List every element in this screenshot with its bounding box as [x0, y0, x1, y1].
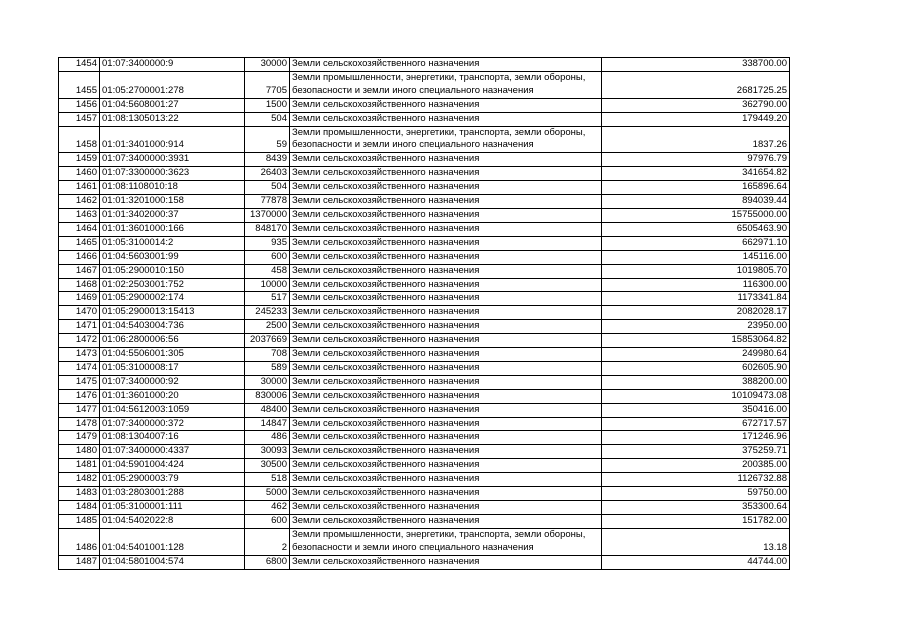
- area-cell: 848170: [245, 222, 290, 236]
- land-category-cell: Земли сельскохозяйственного назначения: [290, 181, 602, 195]
- row-number-cell: 1466: [59, 250, 100, 264]
- row-number-cell: 1464: [59, 222, 100, 236]
- area-cell: 245233: [245, 306, 290, 320]
- land-category-cell: Земли промышленности, энергетики, транспорта, земли обороны, безопасности и земли иного специального назначения: [290, 528, 602, 555]
- table-row: [59, 487, 790, 501]
- row-number-cell: 1478: [59, 417, 100, 431]
- cadastral-value-cell: 10109473.08: [602, 389, 790, 403]
- cadastral-number-cell: 01:01:3401000:914: [100, 126, 245, 153]
- cadastral-value-cell: 171246.96: [602, 431, 790, 445]
- land-category-cell: Земли сельскохозяйственного назначения: [290, 348, 602, 362]
- table-row: [59, 403, 790, 417]
- table-row: [59, 431, 790, 445]
- cadastral-number-cell: 01:05:2900010:150: [100, 264, 245, 278]
- cadastral-number-cell: 01:05:3100008:17: [100, 361, 245, 375]
- area-cell: 48400: [245, 403, 290, 417]
- table-row: [59, 278, 790, 292]
- cadastral-number-cell: 01:01:3601000:166: [100, 222, 245, 236]
- land-category-cell: Земли сельскохозяйственного назначения: [290, 195, 602, 209]
- row-number-cell: 1459: [59, 153, 100, 167]
- cadastral-number-cell: 01:04:5603001:99: [100, 250, 245, 264]
- land-category-cell: Земли сельскохозяйственного назначения: [290, 58, 602, 72]
- document-sheet: [58, 57, 790, 570]
- cadastral-value-cell: 353300.64: [602, 501, 790, 515]
- cadastral-number-cell: 01:08:1305013:22: [100, 112, 245, 126]
- area-cell: 77878: [245, 195, 290, 209]
- area-cell: 486: [245, 431, 290, 445]
- cadastral-number-cell: 01:02:2503001:752: [100, 278, 245, 292]
- cadastral-number-cell: 01:07:3400000:3931: [100, 153, 245, 167]
- area-cell: 600: [245, 250, 290, 264]
- land-category-cell: Земли сельскохозяйственного назначения: [290, 222, 602, 236]
- row-number-cell: 1456: [59, 98, 100, 112]
- area-cell: 10000: [245, 278, 290, 292]
- area-cell: 458: [245, 264, 290, 278]
- row-number-cell: 1463: [59, 208, 100, 222]
- cadastral-number-cell: 01:05:3100001:111: [100, 501, 245, 515]
- table-row: [59, 501, 790, 515]
- land-category-cell: Земли сельскохозяйственного назначения: [290, 153, 602, 167]
- cadastral-number-cell: 01:07:3400000:9: [100, 58, 245, 72]
- area-cell: 14847: [245, 417, 290, 431]
- cadastral-value-cell: 338700.00: [602, 58, 790, 72]
- land-category-cell: Земли сельскохозяйственного назначения: [290, 501, 602, 515]
- cadastral-value-cell: 165896.64: [602, 181, 790, 195]
- table-row: [59, 153, 790, 167]
- area-cell: 708: [245, 348, 290, 362]
- cadastral-value-cell: 6505463.90: [602, 222, 790, 236]
- area-cell: 517: [245, 292, 290, 306]
- table-row: [59, 71, 790, 98]
- table-row: [59, 306, 790, 320]
- land-category-cell: Земли сельскохозяйственного назначения: [290, 403, 602, 417]
- cadastral-number-cell: 01:08:1108010:18: [100, 181, 245, 195]
- cadastral-number-cell: 01:07:3300000:3623: [100, 167, 245, 181]
- cadastral-value-cell: 116300.00: [602, 278, 790, 292]
- cadastral-value-cell: 388200.00: [602, 375, 790, 389]
- area-cell: 462: [245, 501, 290, 515]
- area-cell: 1500: [245, 98, 290, 112]
- row-number-cell: 1461: [59, 181, 100, 195]
- land-category-cell: Земли промышленности, энергетики, транспорта, земли обороны, безопасности и земли иного специального назначения: [290, 71, 602, 98]
- table-row: [59, 334, 790, 348]
- area-cell: 935: [245, 236, 290, 250]
- land-category-cell: Земли сельскохозяйственного назначения: [290, 98, 602, 112]
- table-row: [59, 181, 790, 195]
- cadastral-value-cell: 1837.26: [602, 126, 790, 153]
- area-cell: 7705: [245, 71, 290, 98]
- cadastral-value-cell: 23950.00: [602, 320, 790, 334]
- table-row: [59, 58, 790, 72]
- table-row: [59, 250, 790, 264]
- land-category-cell: Земли сельскохозяйственного назначения: [290, 514, 602, 528]
- table-row: [59, 264, 790, 278]
- cadastral-number-cell: 01:04:5901004:424: [100, 459, 245, 473]
- row-number-cell: 1460: [59, 167, 100, 181]
- land-category-cell: Земли сельскохозяйственного назначения: [290, 250, 602, 264]
- cadastral-value-cell: 97976.79: [602, 153, 790, 167]
- land-plots-table: [58, 57, 790, 570]
- cadastral-number-cell: 01:04:5612003:1059: [100, 403, 245, 417]
- row-number-cell: 1476: [59, 389, 100, 403]
- table-body: [59, 58, 790, 570]
- table-row: [59, 473, 790, 487]
- cadastral-value-cell: 350416.00: [602, 403, 790, 417]
- row-number-cell: 1465: [59, 236, 100, 250]
- land-category-cell: Земли сельскохозяйственного назначения: [290, 431, 602, 445]
- cadastral-number-cell: 01:01:3601000:20: [100, 389, 245, 403]
- table-row: [59, 389, 790, 403]
- cadastral-number-cell: 01:07:3400000:92: [100, 375, 245, 389]
- cadastral-value-cell: 894039.44: [602, 195, 790, 209]
- land-category-cell: Земли сельскохозяйственного назначения: [290, 487, 602, 501]
- cadastral-value-cell: 15755000.00: [602, 208, 790, 222]
- table-row: [59, 195, 790, 209]
- area-cell: 30093: [245, 445, 290, 459]
- row-number-cell: 1480: [59, 445, 100, 459]
- area-cell: 5000: [245, 487, 290, 501]
- table-row: [59, 222, 790, 236]
- row-number-cell: 1483: [59, 487, 100, 501]
- land-category-cell: Земли сельскохозяйственного назначения: [290, 112, 602, 126]
- land-category-cell: Земли сельскохозяйственного назначения: [290, 473, 602, 487]
- table-row: [59, 98, 790, 112]
- land-category-cell: Земли сельскохозяйственного назначения: [290, 292, 602, 306]
- cadastral-value-cell: 200385.00: [602, 459, 790, 473]
- table-row: [59, 126, 790, 153]
- cadastral-number-cell: 01:07:3400000:4337: [100, 445, 245, 459]
- area-cell: 26403: [245, 167, 290, 181]
- land-category-cell: Земли сельскохозяйственного назначения: [290, 555, 602, 569]
- table-row: [59, 361, 790, 375]
- area-cell: 504: [245, 181, 290, 195]
- row-number-cell: 1474: [59, 361, 100, 375]
- area-cell: 30000: [245, 58, 290, 72]
- cadastral-number-cell: 01:04:5801004:574: [100, 555, 245, 569]
- area-cell: 6800: [245, 555, 290, 569]
- row-number-cell: 1486: [59, 528, 100, 555]
- cadastral-value-cell: 15853064.82: [602, 334, 790, 348]
- area-cell: 589: [245, 361, 290, 375]
- row-number-cell: 1469: [59, 292, 100, 306]
- cadastral-number-cell: 01:03:2803001:288: [100, 487, 245, 501]
- table-row: [59, 348, 790, 362]
- cadastral-value-cell: 362790.00: [602, 98, 790, 112]
- cadastral-number-cell: 01:05:3100014:2: [100, 236, 245, 250]
- row-number-cell: 1475: [59, 375, 100, 389]
- land-category-cell: Земли сельскохозяйственного назначения: [290, 334, 602, 348]
- table-row: [59, 514, 790, 528]
- row-number-cell: 1470: [59, 306, 100, 320]
- land-category-cell: Земли сельскохозяйственного назначения: [290, 417, 602, 431]
- cadastral-value-cell: 13.18: [602, 528, 790, 555]
- row-number-cell: 1471: [59, 320, 100, 334]
- table-row: [59, 417, 790, 431]
- row-number-cell: 1462: [59, 195, 100, 209]
- row-number-cell: 1455: [59, 71, 100, 98]
- cadastral-number-cell: 01:04:5401001:128: [100, 528, 245, 555]
- cadastral-number-cell: 01:01:3201000:158: [100, 195, 245, 209]
- cadastral-value-cell: 249980.64: [602, 348, 790, 362]
- cadastral-number-cell: 01:07:3400000:372: [100, 417, 245, 431]
- cadastral-value-cell: 59750.00: [602, 487, 790, 501]
- cadastral-number-cell: 01:04:5403004:736: [100, 320, 245, 334]
- cadastral-value-cell: 672717.57: [602, 417, 790, 431]
- land-category-cell: Земли промышленности, энергетики, транспорта, земли обороны, безопасности и земли иного специального назначения: [290, 126, 602, 153]
- row-number-cell: 1468: [59, 278, 100, 292]
- table-row: [59, 292, 790, 306]
- table-row: [59, 208, 790, 222]
- area-cell: 2037669: [245, 334, 290, 348]
- cadastral-value-cell: 341654.82: [602, 167, 790, 181]
- land-category-cell: Земли сельскохозяйственного назначения: [290, 361, 602, 375]
- land-category-cell: Земли сельскохозяйственного назначения: [290, 459, 602, 473]
- cadastral-number-cell: 01:04:5506001:305: [100, 348, 245, 362]
- land-category-cell: Земли сельскохозяйственного назначения: [290, 167, 602, 181]
- land-category-cell: Земли сельскохозяйственного назначения: [290, 389, 602, 403]
- table-row: [59, 445, 790, 459]
- table-row: [59, 528, 790, 555]
- land-category-cell: Земли сельскохозяйственного назначения: [290, 264, 602, 278]
- cadastral-number-cell: 01:04:5608001:27: [100, 98, 245, 112]
- cadastral-number-cell: 01:05:2700001:278: [100, 71, 245, 98]
- land-category-cell: Земли сельскохозяйственного назначения: [290, 306, 602, 320]
- cadastral-number-cell: 01:05:2900002:174: [100, 292, 245, 306]
- land-category-cell: Земли сельскохозяйственного назначения: [290, 320, 602, 334]
- row-number-cell: 1467: [59, 264, 100, 278]
- row-number-cell: 1479: [59, 431, 100, 445]
- cadastral-value-cell: 1173341.84: [602, 292, 790, 306]
- table-row: [59, 459, 790, 473]
- row-number-cell: 1477: [59, 403, 100, 417]
- cadastral-number-cell: 01:01:3402000:37: [100, 208, 245, 222]
- cadastral-value-cell: 151782.00: [602, 514, 790, 528]
- area-cell: 2500: [245, 320, 290, 334]
- cadastral-value-cell: 662971.10: [602, 236, 790, 250]
- area-cell: 30500: [245, 459, 290, 473]
- land-category-cell: Земли сельскохозяйственного назначения: [290, 236, 602, 250]
- row-number-cell: 1472: [59, 334, 100, 348]
- land-category-cell: Земли сельскохозяйственного назначения: [290, 375, 602, 389]
- table-row: [59, 112, 790, 126]
- cadastral-number-cell: 01:04:5402022:8: [100, 514, 245, 528]
- cadastral-value-cell: 375259.71: [602, 445, 790, 459]
- cadastral-number-cell: 01:05:2900013:15413: [100, 306, 245, 320]
- area-cell: 2: [245, 528, 290, 555]
- area-cell: 59: [245, 126, 290, 153]
- cadastral-value-cell: 145116.00: [602, 250, 790, 264]
- table-row: [59, 320, 790, 334]
- area-cell: 518: [245, 473, 290, 487]
- table-row: [59, 375, 790, 389]
- cadastral-value-cell: 1019805.70: [602, 264, 790, 278]
- row-number-cell: 1481: [59, 459, 100, 473]
- row-number-cell: 1487: [59, 555, 100, 569]
- cadastral-value-cell: 2681725.25: [602, 71, 790, 98]
- cadastral-value-cell: 179449.20: [602, 112, 790, 126]
- area-cell: 600: [245, 514, 290, 528]
- cadastral-number-cell: 01:08:1304007:16: [100, 431, 245, 445]
- area-cell: 504: [245, 112, 290, 126]
- table-row: [59, 167, 790, 181]
- cadastral-value-cell: 44744.00: [602, 555, 790, 569]
- row-number-cell: 1484: [59, 501, 100, 515]
- row-number-cell: 1454: [59, 58, 100, 72]
- row-number-cell: 1457: [59, 112, 100, 126]
- cadastral-number-cell: 01:06:2800006:56: [100, 334, 245, 348]
- row-number-cell: 1485: [59, 514, 100, 528]
- cadastral-value-cell: 2082028.17: [602, 306, 790, 320]
- cadastral-value-cell: 602605.90: [602, 361, 790, 375]
- area-cell: 1370000: [245, 208, 290, 222]
- area-cell: 830006: [245, 389, 290, 403]
- area-cell: 30000: [245, 375, 290, 389]
- cadastral-number-cell: 01:05:2900003:79: [100, 473, 245, 487]
- land-category-cell: Земли сельскохозяйственного назначения: [290, 278, 602, 292]
- table-row: [59, 555, 790, 569]
- land-category-cell: Земли сельскохозяйственного назначения: [290, 208, 602, 222]
- table-row: [59, 236, 790, 250]
- cadastral-value-cell: 1126732.88: [602, 473, 790, 487]
- row-number-cell: 1482: [59, 473, 100, 487]
- area-cell: 8439: [245, 153, 290, 167]
- land-category-cell: Земли сельскохозяйственного назначения: [290, 445, 602, 459]
- row-number-cell: 1473: [59, 348, 100, 362]
- row-number-cell: 1458: [59, 126, 100, 153]
